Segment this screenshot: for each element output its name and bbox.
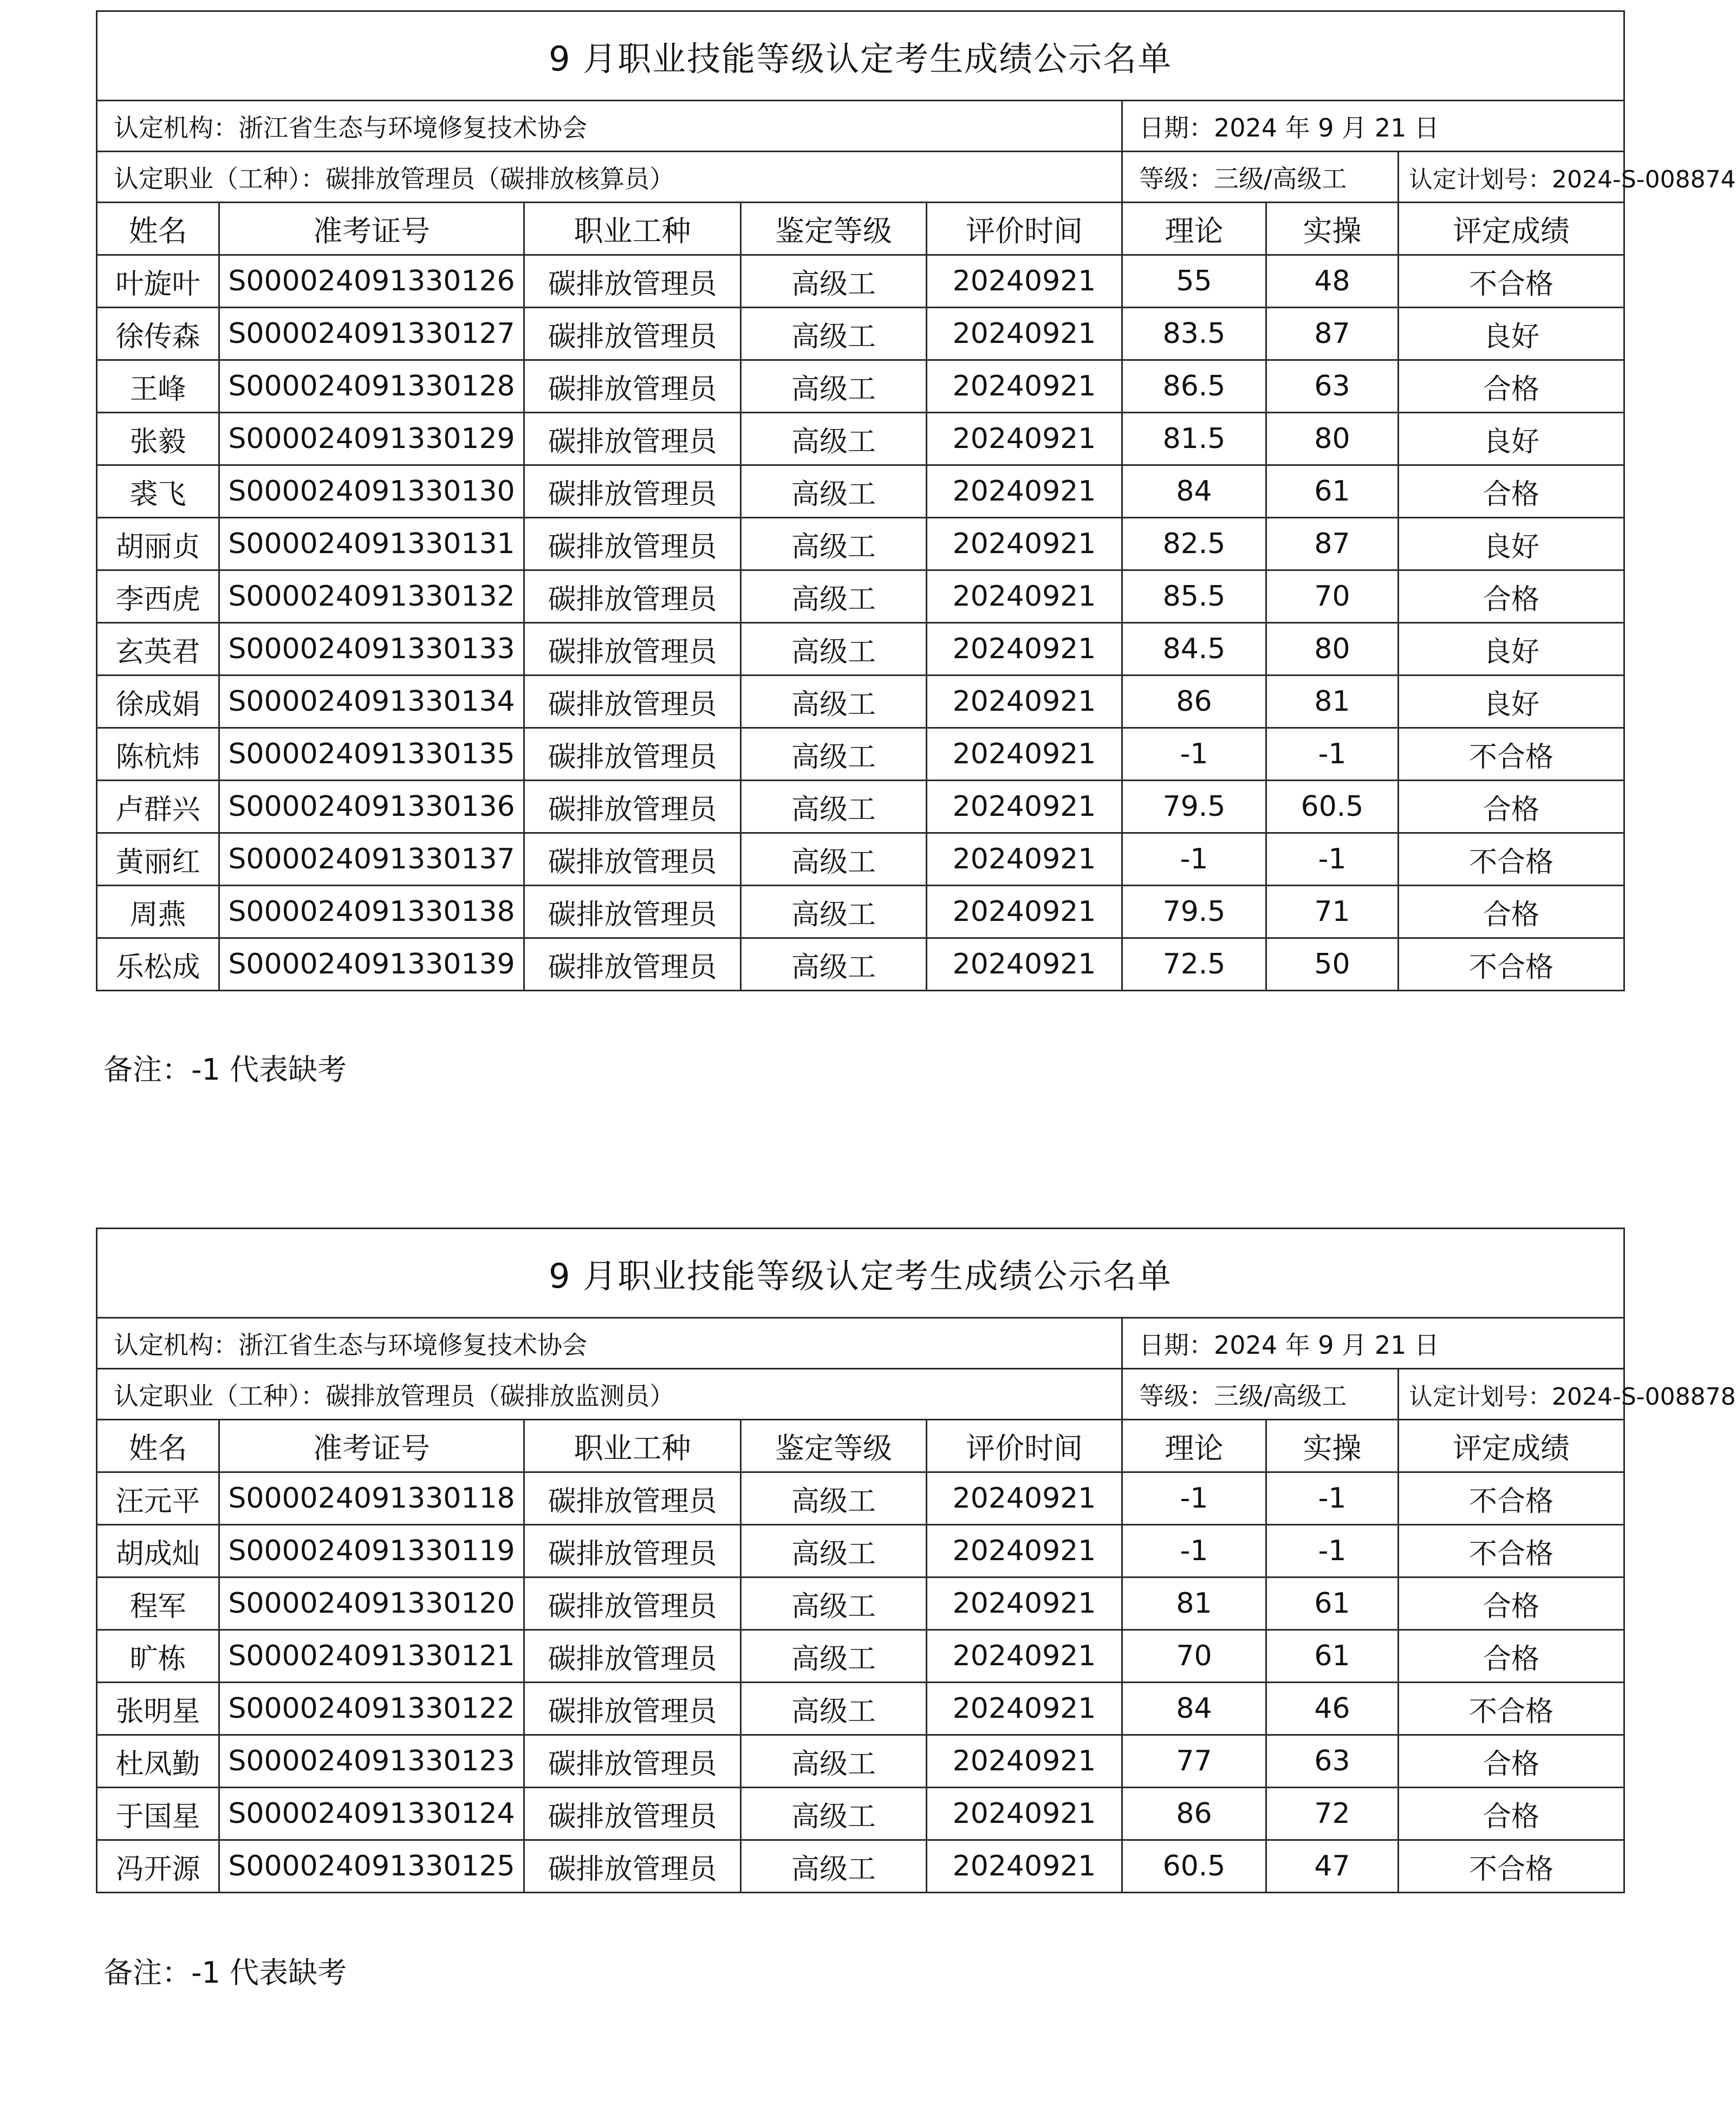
- cell-ticket-number: S000024091330122: [219, 1683, 524, 1735]
- cell-theory-score: 84: [1122, 465, 1266, 518]
- table-row: [97, 360, 1624, 413]
- cell-occupation: 碳排放管理员: [524, 255, 741, 308]
- cell-eval-date: 20240921: [927, 623, 1122, 676]
- cell-occupation: 碳排放管理员: [524, 886, 741, 938]
- cell-theory-score: 55: [1122, 255, 1266, 308]
- cell-theory-score: 83.5: [1122, 308, 1266, 360]
- cell-name: 冯开源: [97, 1840, 219, 1893]
- cell-theory-score: 79.5: [1122, 886, 1266, 938]
- cell-eval-date: 20240921: [927, 308, 1122, 360]
- cell-level: 高级工: [741, 518, 927, 570]
- cell-result: 合格: [1399, 781, 1624, 833]
- cell-level: 高级工: [741, 1735, 927, 1788]
- cell-name: 旷栋: [97, 1630, 219, 1683]
- cell-occupation: 碳排放管理员: [524, 1735, 741, 1788]
- table-row: [97, 623, 1624, 676]
- cell-result: 合格: [1399, 1577, 1624, 1630]
- grade-table-1: [96, 10, 1736, 991]
- cell-occupation: 碳排放管理员: [524, 676, 741, 728]
- cell-ticket-number: S000024091330135: [219, 728, 524, 781]
- cell-eval-date: 20240921: [927, 781, 1122, 833]
- col-header-theory: 理论: [1122, 203, 1266, 255]
- cell-ticket-number: S000024091330125: [219, 1840, 524, 1893]
- cell-result: 合格: [1399, 886, 1624, 938]
- table-row: [97, 1630, 1624, 1683]
- cell-eval-date: 20240921: [927, 833, 1122, 886]
- cell-name: 胡丽贞: [97, 518, 219, 570]
- cell-ticket-number: S000024091330128: [219, 360, 524, 413]
- cell-practice-score: 87: [1266, 518, 1399, 570]
- grade-table-2: [96, 1228, 1736, 1893]
- cell-result: 不合格: [1399, 1472, 1624, 1525]
- cell-theory-score: 72.5: [1122, 938, 1266, 991]
- table-header-row: [97, 203, 1624, 255]
- cell-practice-score: 61: [1266, 1630, 1399, 1683]
- col-header-ticket: 准考证号: [219, 1420, 524, 1472]
- cell-eval-date: 20240921: [927, 1525, 1122, 1577]
- occupation-info: 认定职业（工种）：碳排放管理员（碳排放监测员）: [97, 1369, 1122, 1420]
- cell-level: 高级工: [741, 886, 927, 938]
- cell-result: 良好: [1399, 308, 1624, 360]
- cell-result: 不合格: [1399, 1683, 1624, 1735]
- cell-result: 不合格: [1399, 1525, 1624, 1577]
- cell-theory-score: 84: [1122, 1683, 1266, 1735]
- col-header-occupation: 职业工种: [524, 1420, 741, 1472]
- col-header-ticket: 准考证号: [219, 203, 524, 255]
- cell-ticket-number: S000024091330124: [219, 1788, 524, 1840]
- cell-occupation: 碳排放管理员: [524, 413, 741, 465]
- col-header-theory: 理论: [1122, 1420, 1266, 1472]
- table-row: [97, 781, 1624, 833]
- cell-ticket-number: S000024091330126: [219, 255, 524, 308]
- table-row: [97, 255, 1624, 308]
- cell-result: 良好: [1399, 623, 1624, 676]
- cell-level: 高级工: [741, 676, 927, 728]
- cell-ticket-number: S000024091330133: [219, 623, 524, 676]
- cell-level: 高级工: [741, 1683, 927, 1735]
- table-row: [97, 1525, 1624, 1577]
- cell-level: 高级工: [741, 781, 927, 833]
- cell-theory-score: 84.5: [1122, 623, 1266, 676]
- cell-result: 合格: [1399, 1630, 1624, 1683]
- cell-level: 高级工: [741, 308, 927, 360]
- cell-ticket-number: S000024091330129: [219, 413, 524, 465]
- certifying-org: 认定机构：浙江省生态与环境修复技术协会: [97, 101, 1122, 152]
- plan-number: 认定计划号：2024-S-008878: [1399, 1369, 1624, 1420]
- cell-practice-score: -1: [1266, 1472, 1399, 1525]
- cell-practice-score: 80: [1266, 623, 1399, 676]
- col-header-name: 姓名: [97, 1420, 219, 1472]
- cell-ticket-number: S000024091330139: [219, 938, 524, 991]
- cell-name: 张明星: [97, 1683, 219, 1735]
- cell-result: 不合格: [1399, 833, 1624, 886]
- table-row: [97, 308, 1624, 360]
- cell-name: 卢群兴: [97, 781, 219, 833]
- cell-occupation: 碳排放管理员: [524, 833, 741, 886]
- cell-eval-date: 20240921: [927, 1577, 1122, 1630]
- cell-practice-score: 70: [1266, 570, 1399, 623]
- cell-result: 合格: [1399, 570, 1624, 623]
- cell-level: 高级工: [741, 623, 927, 676]
- table-row: [97, 413, 1624, 465]
- table-row: [97, 1735, 1624, 1788]
- col-header-name: 姓名: [97, 203, 219, 255]
- cell-name: 杜凤勤: [97, 1735, 219, 1788]
- cell-level: 高级工: [741, 1788, 927, 1840]
- col-header-date: 评价时间: [927, 1420, 1122, 1472]
- cell-name: 程军: [97, 1577, 219, 1630]
- cell-name: 王峰: [97, 360, 219, 413]
- cell-result: 良好: [1399, 676, 1624, 728]
- cell-name: 胡成灿: [97, 1525, 219, 1577]
- table-row: [97, 1472, 1624, 1525]
- absence-note: 备注：-1 代表缺考: [103, 1956, 347, 1990]
- cell-occupation: 碳排放管理员: [524, 1683, 741, 1735]
- cell-theory-score: 85.5: [1122, 570, 1266, 623]
- cell-practice-score: -1: [1266, 728, 1399, 781]
- cell-level: 高级工: [741, 1840, 927, 1893]
- cell-eval-date: 20240921: [927, 728, 1122, 781]
- cell-theory-score: 86.5: [1122, 360, 1266, 413]
- cell-name: 裘飞: [97, 465, 219, 518]
- cell-practice-score: 46: [1266, 1683, 1399, 1735]
- col-header-date: 评价时间: [927, 203, 1122, 255]
- cell-level: 高级工: [741, 570, 927, 623]
- cell-eval-date: 20240921: [927, 1630, 1122, 1683]
- cell-result: 合格: [1399, 1735, 1624, 1788]
- cell-theory-score: -1: [1122, 728, 1266, 781]
- cell-result: 合格: [1399, 465, 1624, 518]
- level-info: 等级：三级/高级工: [1122, 152, 1399, 203]
- cell-occupation: 碳排放管理员: [524, 781, 741, 833]
- cell-eval-date: 20240921: [927, 1683, 1122, 1735]
- table-row: [97, 1683, 1624, 1735]
- cell-name: 黄丽红: [97, 833, 219, 886]
- cell-level: 高级工: [741, 1525, 927, 1577]
- cell-name: 汪元平: [97, 1472, 219, 1525]
- cell-result: 不合格: [1399, 938, 1624, 991]
- cell-eval-date: 20240921: [927, 886, 1122, 938]
- table-row: [97, 1788, 1624, 1840]
- cell-ticket-number: S000024091330134: [219, 676, 524, 728]
- table-row: [97, 570, 1624, 623]
- cell-result: 良好: [1399, 518, 1624, 570]
- cell-ticket-number: S000024091330118: [219, 1472, 524, 1525]
- cell-eval-date: 20240921: [927, 570, 1122, 623]
- absence-note: 备注：-1 代表缺考: [103, 1053, 347, 1087]
- grade-sheet-1: [96, 10, 1736, 1087]
- cell-practice-score: 61: [1266, 465, 1399, 518]
- cell-practice-score: 81: [1266, 676, 1399, 728]
- cell-ticket-number: S000024091330138: [219, 886, 524, 938]
- cell-ticket-number: S000024091330120: [219, 1577, 524, 1630]
- grade-sheet-2: [96, 1228, 1736, 1990]
- table-row: [97, 886, 1624, 938]
- cell-practice-score: 47: [1266, 1840, 1399, 1893]
- cell-result: 合格: [1399, 1788, 1624, 1840]
- cell-result: 合格: [1399, 360, 1624, 413]
- cell-ticket-number: S000024091330123: [219, 1735, 524, 1788]
- plan-number: 认定计划号：2024-S-008874: [1399, 152, 1624, 203]
- table-row: [97, 1840, 1624, 1893]
- cell-practice-score: 71: [1266, 886, 1399, 938]
- cell-practice-score: 60.5: [1266, 781, 1399, 833]
- cell-occupation: 碳排放管理员: [524, 728, 741, 781]
- cell-occupation: 碳排放管理员: [524, 1472, 741, 1525]
- cell-ticket-number: S000024091330132: [219, 570, 524, 623]
- cell-eval-date: 20240921: [927, 1472, 1122, 1525]
- cell-theory-score: 60.5: [1122, 1840, 1266, 1893]
- cell-practice-score: 80: [1266, 413, 1399, 465]
- occupation-info: 认定职业（工种）：碳排放管理员（碳排放核算员）: [97, 152, 1122, 203]
- cell-practice-score: 63: [1266, 1735, 1399, 1788]
- cell-eval-date: 20240921: [927, 676, 1122, 728]
- cell-practice-score: 63: [1266, 360, 1399, 413]
- cell-theory-score: -1: [1122, 1472, 1266, 1525]
- table-row: [97, 676, 1624, 728]
- cell-theory-score: 81: [1122, 1577, 1266, 1630]
- cell-occupation: 碳排放管理员: [524, 308, 741, 360]
- cell-level: 高级工: [741, 255, 927, 308]
- cell-level: 高级工: [741, 1577, 927, 1630]
- table-header-row: [97, 1420, 1624, 1472]
- col-header-practice: 实操: [1266, 1420, 1399, 1472]
- cell-name: 周燕: [97, 886, 219, 938]
- cell-level: 高级工: [741, 465, 927, 518]
- cell-level: 高级工: [741, 1472, 927, 1525]
- cell-occupation: 碳排放管理员: [524, 518, 741, 570]
- cell-occupation: 碳排放管理员: [524, 360, 741, 413]
- cell-level: 高级工: [741, 1630, 927, 1683]
- cell-occupation: 碳排放管理员: [524, 1630, 741, 1683]
- exam-date: 日期：2024 年 9 月 21 日: [1122, 1318, 1624, 1369]
- cell-eval-date: 20240921: [927, 360, 1122, 413]
- cell-theory-score: 86: [1122, 1788, 1266, 1840]
- cell-eval-date: 20240921: [927, 1840, 1122, 1893]
- cell-level: 高级工: [741, 360, 927, 413]
- cell-occupation: 碳排放管理员: [524, 1525, 741, 1577]
- cell-occupation: 碳排放管理员: [524, 938, 741, 991]
- col-header-result: 评定成绩: [1399, 203, 1624, 255]
- cell-theory-score: 70: [1122, 1630, 1266, 1683]
- cell-theory-score: 86: [1122, 676, 1266, 728]
- cell-theory-score: -1: [1122, 1525, 1266, 1577]
- cell-name: 于国星: [97, 1788, 219, 1840]
- cell-eval-date: 20240921: [927, 1788, 1122, 1840]
- cell-theory-score: 79.5: [1122, 781, 1266, 833]
- cell-practice-score: 72: [1266, 1788, 1399, 1840]
- cell-level: 高级工: [741, 938, 927, 991]
- cell-occupation: 碳排放管理员: [524, 570, 741, 623]
- cell-ticket-number: S000024091330131: [219, 518, 524, 570]
- cell-eval-date: 20240921: [927, 518, 1122, 570]
- cell-eval-date: 20240921: [927, 413, 1122, 465]
- cell-practice-score: 61: [1266, 1577, 1399, 1630]
- cell-ticket-number: S000024091330136: [219, 781, 524, 833]
- cell-level: 高级工: [741, 833, 927, 886]
- cell-theory-score: 77: [1122, 1735, 1266, 1788]
- table-row: [97, 938, 1624, 991]
- cell-eval-date: 20240921: [927, 255, 1122, 308]
- cell-name: 叶旋叶: [97, 255, 219, 308]
- level-info: 等级：三级/高级工: [1122, 1369, 1399, 1420]
- cell-ticket-number: S000024091330121: [219, 1630, 524, 1683]
- cell-occupation: 碳排放管理员: [524, 465, 741, 518]
- cell-result: 不合格: [1399, 255, 1624, 308]
- cell-result: 不合格: [1399, 1840, 1624, 1893]
- cell-theory-score: 81.5: [1122, 413, 1266, 465]
- col-header-practice: 实操: [1266, 203, 1399, 255]
- cell-practice-score: 50: [1266, 938, 1399, 991]
- cell-practice-score: 48: [1266, 255, 1399, 308]
- cell-occupation: 碳排放管理员: [524, 623, 741, 676]
- cell-name: 李西虎: [97, 570, 219, 623]
- certifying-org: 认定机构：浙江省生态与环境修复技术协会: [97, 1318, 1122, 1369]
- cell-result: 不合格: [1399, 728, 1624, 781]
- col-header-result: 评定成绩: [1399, 1420, 1624, 1472]
- table-row: [97, 1577, 1624, 1630]
- cell-level: 高级工: [741, 413, 927, 465]
- sheet-title: 9 月职业技能等级认定考生成绩公示名单: [97, 11, 1624, 101]
- col-header-level: 鉴定等级: [741, 1420, 927, 1472]
- cell-name: 徐传森: [97, 308, 219, 360]
- table-row: [97, 728, 1624, 781]
- table-row: [97, 465, 1624, 518]
- cell-ticket-number: S000024091330119: [219, 1525, 524, 1577]
- cell-name: 陈杭炜: [97, 728, 219, 781]
- cell-theory-score: 82.5: [1122, 518, 1266, 570]
- cell-name: 玄英君: [97, 623, 219, 676]
- table-row: [97, 833, 1624, 886]
- table-row: [97, 518, 1624, 570]
- cell-eval-date: 20240921: [927, 465, 1122, 518]
- cell-eval-date: 20240921: [927, 938, 1122, 991]
- col-header-level: 鉴定等级: [741, 203, 927, 255]
- sheet-title: 9 月职业技能等级认定考生成绩公示名单: [97, 1229, 1624, 1318]
- cell-name: 张毅: [97, 413, 219, 465]
- col-header-occupation: 职业工种: [524, 203, 741, 255]
- cell-level: 高级工: [741, 728, 927, 781]
- cell-occupation: 碳排放管理员: [524, 1840, 741, 1893]
- cell-practice-score: -1: [1266, 1525, 1399, 1577]
- cell-ticket-number: S000024091330137: [219, 833, 524, 886]
- cell-practice-score: -1: [1266, 833, 1399, 886]
- cell-name: 乐松成: [97, 938, 219, 991]
- cell-name: 徐成娟: [97, 676, 219, 728]
- cell-ticket-number: S000024091330130: [219, 465, 524, 518]
- cell-occupation: 碳排放管理员: [524, 1788, 741, 1840]
- cell-ticket-number: S000024091330127: [219, 308, 524, 360]
- exam-date: 日期：2024 年 9 月 21 日: [1122, 101, 1624, 152]
- cell-eval-date: 20240921: [927, 1735, 1122, 1788]
- cell-result: 良好: [1399, 413, 1624, 465]
- cell-practice-score: 87: [1266, 308, 1399, 360]
- cell-theory-score: -1: [1122, 833, 1266, 886]
- cell-occupation: 碳排放管理员: [524, 1577, 741, 1630]
